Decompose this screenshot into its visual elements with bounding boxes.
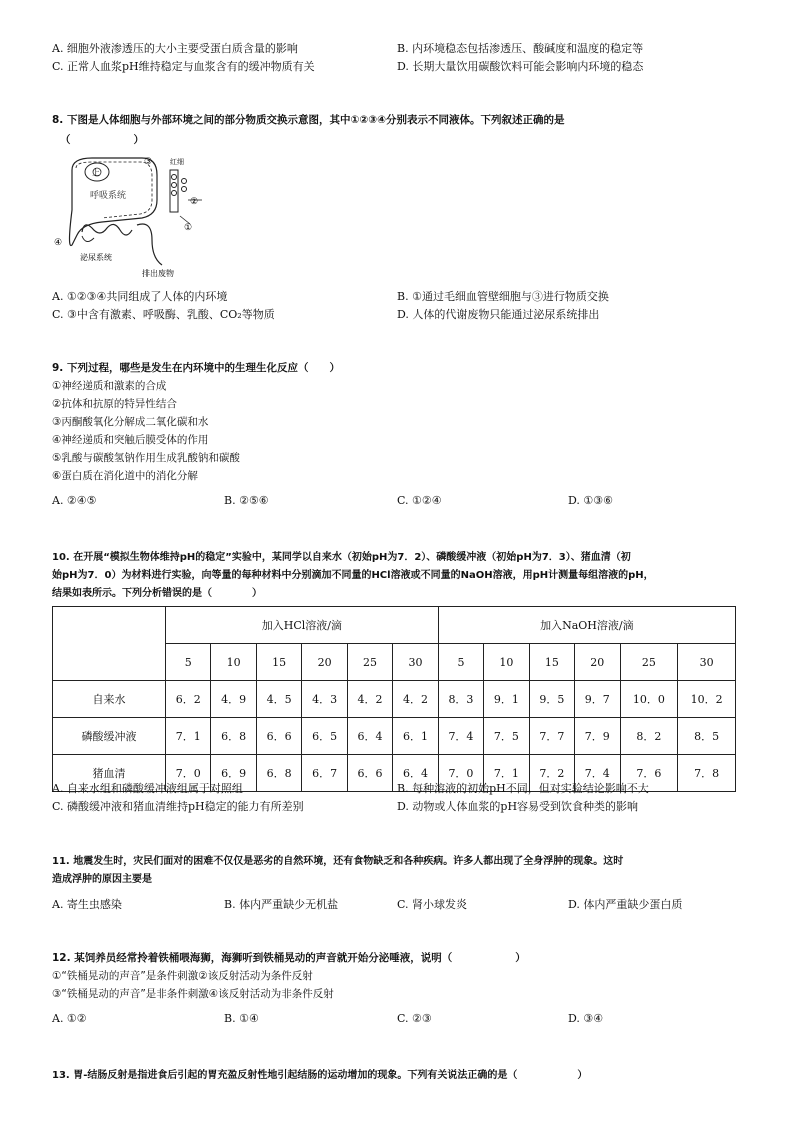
ph-cell: 6．4: [347, 718, 392, 755]
drops-cell: 20: [575, 644, 620, 681]
q7-option-c: C. 正常人血浆pH维持稳定与血浆含有的缓冲物质有关: [52, 60, 315, 73]
ph-cell: 9．1: [484, 681, 529, 718]
q10-stem-line3: 结果如表所示。下列分析错误的是（ ）: [52, 588, 262, 599]
ph-cell: 7．8: [678, 755, 736, 792]
label-waste: 排出废物: [142, 269, 174, 278]
q13-stem: 13. 胃-结肠反射是指进食后引起的胃充盈反射性地引起结肠的运动增加的现象。下列有关说法正确的是（ ）: [52, 1070, 588, 1081]
ph-cell: 7．4: [438, 718, 483, 755]
ph-cell: 8．2: [620, 718, 678, 755]
exchange-diagram: [52, 150, 202, 280]
q9-item-2: ②抗体和抗原的特异性结合: [52, 398, 177, 410]
ph-cell: 6．4: [393, 755, 438, 792]
q9-option-c: C. ①②④: [397, 494, 442, 507]
q11-option-a: A. 寄生虫感染: [52, 898, 122, 911]
drops-cell: 30: [678, 644, 736, 681]
hcl-header: 加入HCl溶液/滴: [166, 607, 439, 644]
ph-cell: 7．5: [484, 718, 529, 755]
q9-item-3: ③丙酮酸氧化分解成二氧化碳和水: [52, 416, 209, 428]
drops-cell: 30: [393, 644, 438, 681]
q12-option-c: C. ②③: [397, 1012, 432, 1025]
q10-option-d: D. 动物或人体血浆的pH容易受到饮食种类的影响: [397, 800, 639, 813]
q10-stem-line2: 始pH为7．0）为材料进行实验，向等量的每种材料中分别滴加不同量的HCl溶液或不同量的NaOH溶液，用pH计测量每组溶液的pH，: [52, 570, 654, 581]
q12-line-1: ①“铁桶晃动的声音”是条件刺激②该反射活动为条件反射: [52, 970, 313, 982]
q10-option-c: C. 磷酸缓冲液和猪血清维持pH稳定的能力有所差别: [52, 800, 304, 813]
q11-option-b: B. 体内严重缺少无机盐: [224, 898, 339, 911]
label-system: 呼吸系统: [90, 191, 127, 201]
table-corner: [53, 607, 166, 681]
ph-cell: 10．2: [678, 681, 736, 718]
drops-cell: 25: [347, 644, 392, 681]
drops-cell: 10: [211, 644, 256, 681]
q12-option-b: B. ①④: [224, 1012, 259, 1025]
ph-cell: 10．0: [620, 681, 678, 718]
q9-option-d: D. ①③⑥: [568, 494, 614, 507]
drops-cell: 25: [620, 644, 678, 681]
ph-table: [52, 606, 736, 792]
q9-option-b: B. ②⑤⑥: [224, 494, 269, 507]
row-name: 磷酸缓冲液: [53, 718, 166, 755]
q9-item-6: ⑥蛋白质在消化道中的消化分解: [52, 470, 198, 482]
q12-option-d: D. ③④: [568, 1012, 604, 1025]
ph-cell: 4．2: [347, 681, 392, 718]
q12-option-a: A. ①②: [52, 1012, 87, 1025]
q9-stem: 9. 下列过程，哪些是发生在内环境中的生理生化反应（ ）: [52, 362, 340, 374]
q11-stem-line2: 造成浮肿的原因主要是: [52, 874, 152, 885]
q8-stem: 8. 下图是人体细胞与外部环境之间的部分物质交换示意图，其中①②③④分别表示不同液体。下列叙述正确的是: [52, 114, 565, 126]
ph-cell: 6．9: [211, 755, 256, 792]
row-name: 自来水: [53, 681, 166, 718]
ph-cell: 6．1: [393, 718, 438, 755]
ph-cell: 7．0: [438, 755, 483, 792]
ph-cell: 7．1: [484, 755, 529, 792]
drops-cell: 5: [438, 644, 483, 681]
q9-item-1: ①神经递质和激素的合成: [52, 380, 167, 392]
ph-cell: 4．5: [256, 681, 301, 718]
q12-line-2: ③“铁桶晃动的声音”是非条件刺激④该反射活动为非条件反射: [52, 988, 334, 1000]
ph-cell: 6．6: [347, 755, 392, 792]
ph-cell: 4．2: [393, 681, 438, 718]
q9-option-a: A. ②④⑤: [52, 494, 97, 507]
label-blood: 红细: [170, 158, 184, 166]
ph-cell: 7．9: [575, 718, 620, 755]
ph-cell: 8．5: [678, 718, 736, 755]
q7-option-b: B. 内环境稳态包括渗透压、酸碱度和温度的稳定等: [397, 42, 644, 55]
ph-cell: 7．2: [529, 755, 574, 792]
q9-item-4: ④神经递质和突触后膜受体的作用: [52, 434, 209, 446]
q8-blank: （ ）: [60, 134, 144, 146]
label-1: ①: [184, 223, 193, 233]
ph-cell: 8．3: [438, 681, 483, 718]
ph-cell: 7．6: [620, 755, 678, 792]
q11-stem-line1: 11. 地震发生时，灾民们面对的困难不仅仅是恶劣的自然环境，还有食物缺乏和各种疾病。许多人都出现了全身浮肿的现象。这时: [52, 856, 624, 867]
q7-option-a: A. 细胞外液渗透压的大小主要受蛋白质含量的影响: [52, 42, 298, 55]
table-row: [53, 718, 736, 755]
q8-option-c: C. ③中含有激素、呼吸酶、乳酸、CO₂等物质: [52, 308, 275, 321]
q8-option-d: D. 人体的代谢废物只能通过泌尿系统排出: [397, 308, 600, 321]
ph-cell: 6．2: [166, 681, 211, 718]
ph-cell: 9．7: [575, 681, 620, 718]
drops-cell: 10: [484, 644, 529, 681]
ph-cell: 7．7: [529, 718, 574, 755]
ph-cell: 6．6: [256, 718, 301, 755]
drops-cell: 5: [166, 644, 211, 681]
q9-item-5: ⑤乳酸与碳酸氢钠作用生成乳酸钠和碳酸: [52, 452, 240, 464]
table-row: [53, 681, 736, 718]
q11-option-d: D. 体内严重缺少蛋白质: [568, 898, 683, 911]
drops-cell: 15: [529, 644, 574, 681]
label-cell: 上: [92, 168, 100, 177]
label-2: ②: [190, 197, 199, 207]
q7-option-d: D. 长期大量饮用碳酸饮料可能会影响内环境的稳态: [397, 60, 644, 73]
naoh-header: 加入NaOH溶液/滴: [438, 607, 735, 644]
drops-cell: 15: [256, 644, 301, 681]
q12-stem: 12. 某饲养员经常拎着铁桶喂海狮，海狮听到铁桶晃动的声音就开始分泌唾液，说明（ ）: [52, 952, 526, 964]
q10-option-a: A. 自来水组和磷酸缓冲液组属于对照组: [52, 782, 243, 795]
q11-option-c: C. 肾小球发炎: [397, 898, 468, 911]
ph-cell: 7．0: [166, 755, 211, 792]
q8-option-b: B. ①通过毛细血管壁细胞与③进行物质交换: [397, 290, 609, 303]
ph-cell: 6．8: [256, 755, 301, 792]
q10-stem-line1: 10. 在开展“模拟生物体维持pH的稳定”实验中，某同学以自来水（初始pH为7．2）、磷酸缓冲液（初始pH为7．3）、猪血清（初: [52, 552, 631, 563]
row-name: 猪血清: [53, 755, 166, 792]
drops-cell: 20: [302, 644, 347, 681]
ph-cell: 7．4: [575, 755, 620, 792]
label-urinary: 泌尿系统: [80, 253, 112, 262]
ph-cell: 7．1: [166, 718, 211, 755]
ph-cell: 9．5: [529, 681, 574, 718]
ph-cell: 6．8: [211, 718, 256, 755]
label-3: ③: [144, 157, 153, 167]
label-4: ④: [54, 238, 63, 248]
q8-option-a: A. ①②③④共同组成了人体的内环境: [52, 290, 228, 303]
ph-cell: 4．9: [211, 681, 256, 718]
ph-cell: 6．7: [302, 755, 347, 792]
q10-option-b: B. 每种溶液的初始pH不同，但对实验结论影响不大: [397, 782, 649, 795]
ph-cell: 6．5: [302, 718, 347, 755]
ph-cell: 4．3: [302, 681, 347, 718]
